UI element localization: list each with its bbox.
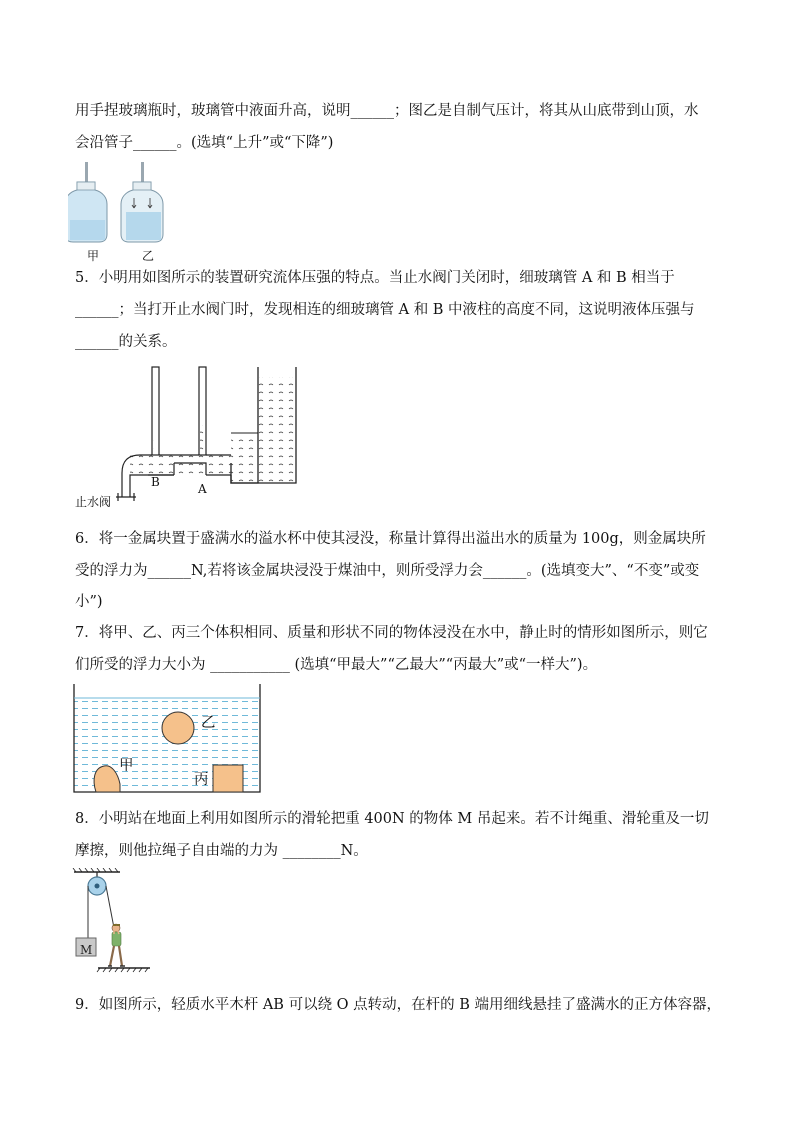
q5-text-line-1: 5．小明用如图所示的装置研究流体压强的特点。当止水阀门关闭时，细玻璃管 A 和 B 相当于 <box>75 270 675 286</box>
label-tube-b: B <box>151 475 160 489</box>
q8-text-line-2: 摩擦，则他拉绳子自由端的力为 ________N。 <box>75 843 368 859</box>
label-yi-ball: 乙 <box>201 715 216 731</box>
buoyancy-tank-figure <box>72 684 264 796</box>
label-jia-rock: 甲 <box>119 758 134 774</box>
label-valve: 止水阀 <box>75 495 112 509</box>
pulley-figure <box>70 868 160 986</box>
q7-text-line-2: 们所受的浮力大小为 ___________ (选填“甲最大”“乙最大”“丙最大”或“一样大”)。 <box>75 657 598 673</box>
q6-text-line-3: 小”) <box>75 594 103 610</box>
q4-text-line-1: 用手捏玻璃瓶时，玻璃管中液面升高，说明______；图乙是自制气压计，将其从山底带到山顶，水 <box>75 103 699 119</box>
q4-text-line-2: 会沿管子______。(选填“上升”或“下降”) <box>75 135 334 151</box>
label-tube-a: A <box>198 482 207 496</box>
q6-text-line-1: 6．将一金属块置于盛满水的溢水杯中使其浸没，称量计算得出溢出水的质量为 100g，则金属块所 <box>75 531 706 547</box>
q5-text-line-2: ______；当打开止水阀门时，发现相连的细玻璃管 A 和 B 中液柱的高度不同，这说明液体压强与 <box>75 302 695 318</box>
q9-text-line-1: 9．如图所示，轻质水平木杆 AB 可以绕 O 点转动，在杆的 B 端用细线悬挂了盛满水的正方体容器， <box>75 997 722 1013</box>
q5-text-line-3: ______的关系。 <box>75 334 177 350</box>
label-yi-bottle: 乙 <box>142 249 155 263</box>
q8-text-line-1: 8．小明站在地面上利用如图所示的滑轮把重 400N 的物体 M 吊起来。若不计绳重、滑轮重及一切 <box>75 811 709 827</box>
q7-text-line-1: 7．将甲、乙、丙三个体积相同、质量和形状不同的物体浸没在水中，静止时的情形如图所示，则它 <box>75 625 708 641</box>
label-jia-bottle: 甲 <box>87 249 100 263</box>
label-bing-block: 丙 <box>194 772 209 788</box>
q6-text-line-2: 受的浮力为______N,若将该金属块浸没于煤油中，则所受浮力会______。(选填变大”、“不变”或变 <box>75 563 700 579</box>
label-block-m: M <box>80 943 93 957</box>
